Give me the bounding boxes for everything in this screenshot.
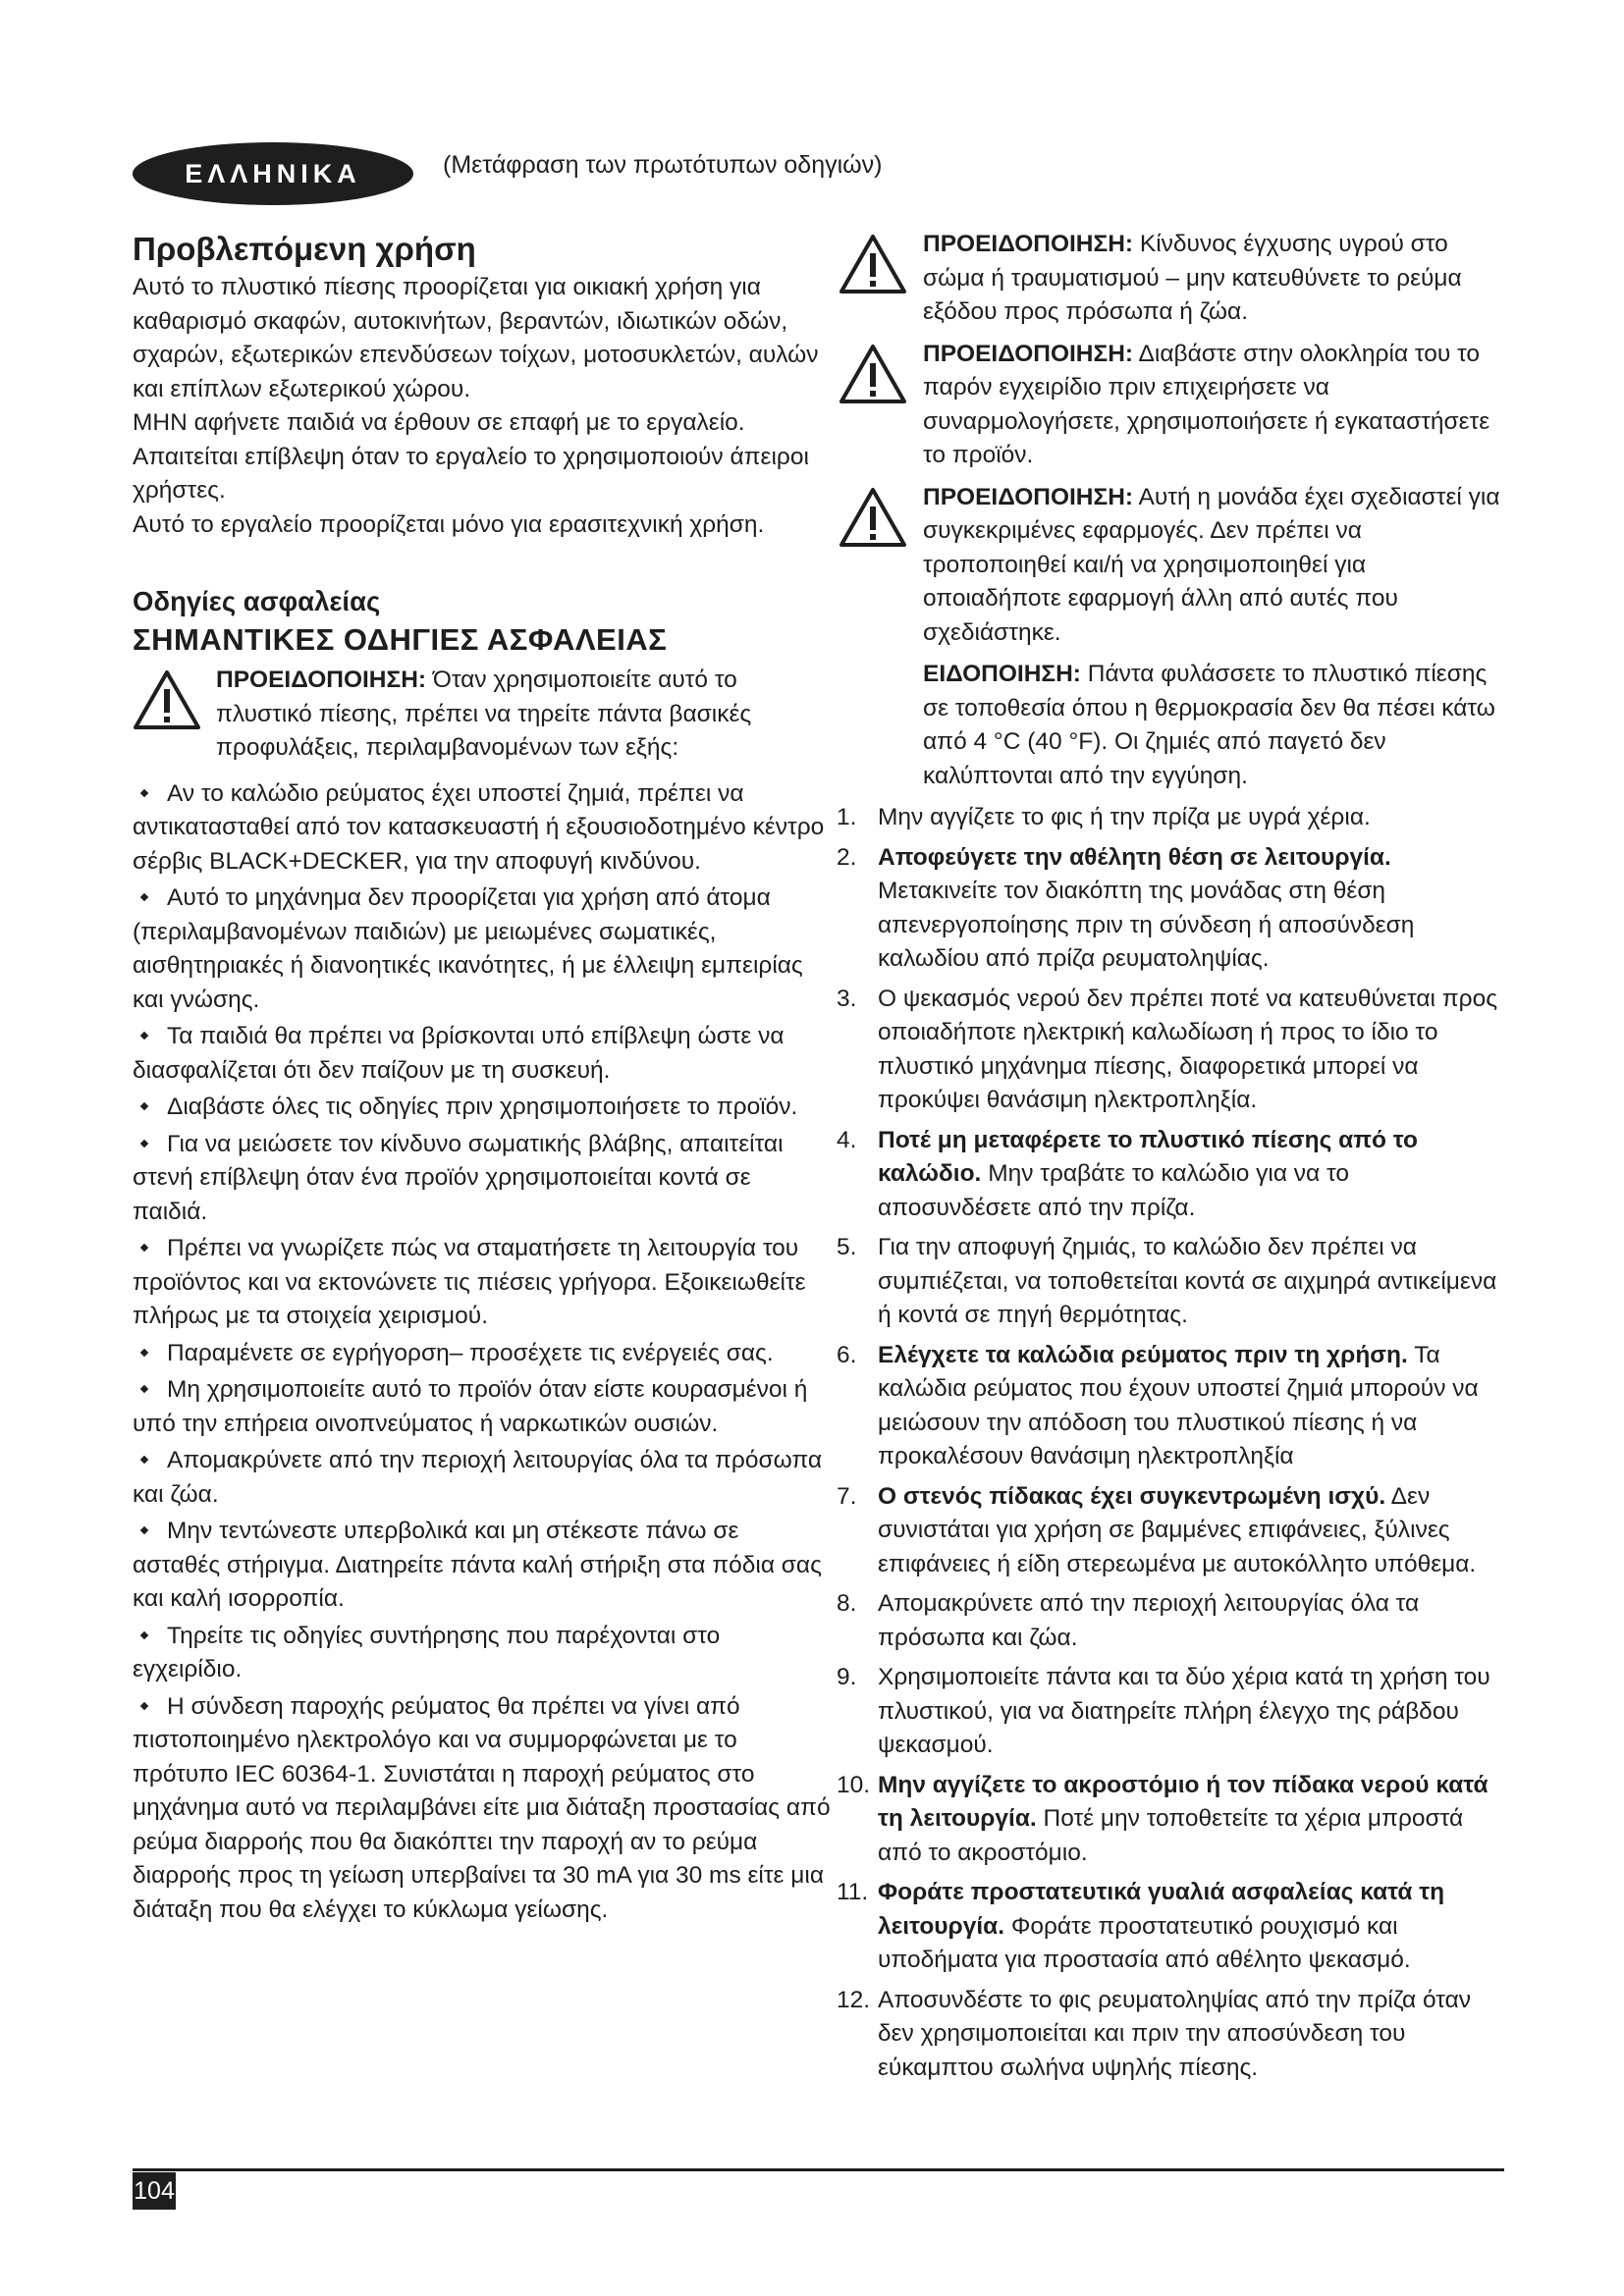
warning-label: ΠΡΟΕΙΔΟΠΟΙΗΣΗ: bbox=[923, 231, 1134, 257]
bullet-diamond-icon bbox=[140, 1348, 148, 1356]
warning-label: ΠΡΟΕΙΔΟΠΟΙΗΣΗ: bbox=[923, 483, 1134, 510]
item-text: Μετακινείτε τον διακόπτη της μονάδας στη θέση απενεργοποίησης πριν τη σύνδεση ή αποσύνδεση καλωδίου από πρίζα ρευματοληψίας. bbox=[878, 878, 1415, 972]
bullet-text: Διαβάστε όλες τις οδηγίες πριν χρησιμοποιήσετε το προϊόν. bbox=[167, 1094, 798, 1120]
language-badge bbox=[133, 142, 413, 205]
item-text: Τα καλώδια ρεύματος που έχουν υποστεί ζημιά μπορούν να μειώσουν την απόδοση του πλυστικού πίεσης ή να προκαλέσουν θανάσιμη ηλεκτροπληξία bbox=[878, 1341, 1479, 1469]
notice-text bbox=[837, 658, 1504, 793]
bullet-diamond-icon bbox=[140, 1032, 148, 1040]
warning-triangle-icon bbox=[839, 487, 907, 548]
item-number: 10. bbox=[837, 1771, 871, 1798]
language-label: ΕΛΛΗΝΙΚΑ bbox=[185, 158, 361, 188]
bullet-text: Μη χρησιμοποιείτε αυτό το προϊόν όταν είστε κουρασμένοι ή υπό την επήρεια οινοπνεύματος ή ναρκωτικών ουσιών. bbox=[133, 1376, 808, 1437]
warning-triangle-icon bbox=[133, 669, 201, 730]
item-text: Χρησιμοποιείτε πάντα και τα δύο χέρια κατά τη χρήση του πλυστικού, για να διατηρείτε πλήρη έλεγχο της ράβδου ψεκασμού. bbox=[878, 1664, 1490, 1758]
list-item bbox=[837, 1339, 1504, 1474]
left-column bbox=[133, 228, 832, 1930]
item-text: Ο ψεκασμός νερού δεν πρέπει ποτέ να κατευθύνεται προς οποιαδήποτε ηλεκτρική καλωδίωση ή προς το ίδιο το πλυστικό μηχάνημα πίεσης, διαφορετικά μπορεί να προκύψει θανάσιμη ηλεκτροπληξία. bbox=[878, 985, 1498, 1113]
item-number: 8. bbox=[837, 1590, 857, 1617]
list-item bbox=[837, 801, 1504, 835]
bullet-diamond-icon bbox=[140, 1244, 148, 1252]
right-column bbox=[837, 228, 1504, 2091]
item-number: 4. bbox=[837, 1126, 857, 1153]
safety-bullet-list bbox=[133, 777, 832, 1928]
list-item bbox=[133, 1091, 832, 1125]
warning-body: Όταν χρησιμοποιείτε αυτό το πλυστικό πίεσης, πρέπει να τηρείτε πάντα βασικές προφυλάξεις, περιλαμβανομένων των εξής: bbox=[216, 667, 752, 761]
intended-use-title: Προβλεπόμενη χρήση bbox=[133, 231, 476, 267]
list-item bbox=[837, 1587, 1504, 1655]
notice-label: ΕΙΔΟΠΟΙΗΣΗ: bbox=[923, 661, 1081, 687]
item-bold: Ο στενός πίδακας έχει συγκεντρωμένη ισχύ. bbox=[878, 1482, 1386, 1510]
bullet-text: Πρέπει να γνωρίζετε πώς να σταματήσετε τη λειτουργία του προϊόντος και να εκτονώνετε τις πιέσεις γρήγορα. Εξοικειωθείτε πλήρως με τα στοιχεία χειρισμού. bbox=[133, 1235, 806, 1329]
item-bold: Ποτέ μη μεταφέρετε το πλυστικό πίεσης από το καλώδιο. bbox=[878, 1126, 1418, 1187]
item-number: 5. bbox=[837, 1234, 857, 1260]
list-item bbox=[133, 1232, 832, 1334]
bullet-diamond-icon bbox=[140, 893, 148, 901]
warning-text bbox=[923, 228, 1504, 330]
item-text: Μην αγγίζετε το φις ή την πρίζα με υγρά χέρια. bbox=[878, 804, 1371, 830]
bullet-diamond-icon bbox=[140, 1139, 148, 1147]
list-item bbox=[133, 1373, 832, 1441]
list-item bbox=[837, 983, 1504, 1118]
bullet-text: Μην τεντώνεστε υπερβολικά και μη στέκεστε πάνω σε ασταθές στήριγμα. Διατηρείτε πάντα καλή στήριξη στα πόδια σας και καλή ισορροπία. bbox=[133, 1518, 822, 1612]
item-bold: Αποφεύγετε την αθέλητη θέση σε λειτουργία. bbox=[878, 843, 1391, 871]
warning-label: ΠΡΟΕΙΔΟΠΟΙΗΣΗ: bbox=[216, 667, 427, 693]
warning-body: Διαβάστε στην ολοκληρία του το παρόν εγχειρίδιο πριν επιχειρήσετε να συναρμολογήσετε, χρησιμοποιήσετε ή εγκαταστήσετε το προϊόν. bbox=[923, 340, 1490, 468]
warning-block bbox=[133, 664, 832, 766]
list-item bbox=[837, 1769, 1504, 1871]
warning-body: Κίνδυνος έγχυσης υγρού στο σώμα ή τραυματισμού – μην κατευθύνετε το ρεύμα εξόδου προς πρόσωπα ή ζώα. bbox=[923, 231, 1462, 325]
warning-triangle-icon bbox=[839, 234, 907, 294]
bullet-diamond-icon bbox=[140, 788, 148, 796]
list-item bbox=[837, 841, 1504, 977]
list-item bbox=[837, 1480, 1504, 1582]
numbered-safety-list bbox=[837, 801, 1504, 2085]
bullet-diamond-icon bbox=[140, 1701, 148, 1709]
list-item bbox=[837, 1876, 1504, 1978]
warning-body: Αυτή η μονάδα έχει σχεδιαστεί για συγκεκριμένες εφαρμογές. Δεν πρέπει να τροποποιηθεί και/ή να χρησιμοποιηθεί για οποιαδήποτε εφαρμογή άλλη από αυτές που σχεδιάστηκε. bbox=[923, 483, 1500, 646]
list-item bbox=[837, 1984, 1504, 2086]
warning-label: ΠΡΟΕΙΔΟΠΟΙΗΣΗ: bbox=[923, 340, 1134, 367]
list-item bbox=[133, 1128, 832, 1230]
bullet-text: Για να μειώσετε τον κίνδυνο σωματικής βλάβης, απαιτείται στενή επίβλεψη όταν ένα προϊόν χρησιμοποιείται κοντά σε παιδιά. bbox=[133, 1130, 784, 1225]
item-number: 7. bbox=[837, 1482, 857, 1510]
list-item bbox=[133, 1690, 832, 1928]
item-text: Μην τραβάτε το καλώδιο για να το αποσυνδέσετε από την πρίζα. bbox=[878, 1160, 1349, 1221]
bullet-text: Αυτό το μηχάνημα δεν προορίζεται για χρήση από άτομα (περιλαμβανομένων παιδιών) με μειωμένες σωματικές, αισθητηριακές ή διανοητικές ικανότητες, ή με έλλειψη εμπειρίας και γνώσης. bbox=[133, 884, 803, 1013]
warning-block bbox=[837, 228, 1504, 330]
list-item bbox=[133, 881, 832, 1017]
intended-use-paragraph: Αυτό το πλυστικό πίεσης προορίζεται για οικιακή χρήση για καθαρισμό σκαφών, αυτοκινήτων, βεραντών, ιδιωτικών οδών, σχαρών, εξωτερικών επενδύσεων τοίχων, μοτοσυκλετών, αυλών και επίπλων εξωτερικού χώρου. bbox=[133, 274, 819, 402]
translation-note: (Μετάφραση των πρωτότυπων οδηγιών) bbox=[443, 151, 883, 179]
bullet-text: Τηρείτε τις οδηγίες συντήρησης που παρέχονται στο εγχειρίδιο. bbox=[133, 1622, 721, 1682]
item-text: Δεν συνιστάται για χρήση σε βαμμένες επιφάνειες, ξύλινες επιφάνειες ή είδη στερεωμένα με αυτοκόλλητο υπόθεμα. bbox=[878, 1482, 1477, 1577]
bullet-text: Τα παιδιά θα πρέπει να βρίσκονται υπό επίβλεψη ώστε να διασφαλίζεται ότι δεν παίζουν με τη συσκευή. bbox=[133, 1023, 785, 1084]
item-bold: Φοράτε προστατευτικά γυαλιά ασφαλείας κατά τη λειτουργία. bbox=[878, 1879, 1445, 1940]
bullet-text: Αν το καλώδιο ρεύματος έχει υποστεί ζημιά, πρέπει να αντικατασταθεί από τον κατασκευαστή ή εξουσιοδοτημένο κέντρο σέρβις BLACK+DECKER, για την αποφυγή κινδύνου. bbox=[133, 779, 825, 875]
item-number: 6. bbox=[837, 1341, 857, 1368]
bullet-text: Παραμένετε σε εγρήγορση– προσέχετε τις ενέργειές σας. bbox=[167, 1339, 774, 1366]
item-number: 9. bbox=[837, 1664, 857, 1690]
list-item bbox=[837, 1231, 1504, 1333]
list-item bbox=[133, 1620, 832, 1687]
warning-text bbox=[216, 664, 832, 766]
item-bold: Μην αγγίζετε το ακροστόμιο ή τον πίδακα νερού κατά τη λειτουργία. bbox=[878, 1771, 1489, 1832]
bullet-diamond-icon bbox=[140, 1102, 148, 1110]
item-text: Ποτέ μην τοποθετείτε τα χέρια μπροστά από το ακροστόμιο. bbox=[878, 1805, 1464, 1866]
warning-text bbox=[923, 481, 1504, 651]
warning-block bbox=[837, 338, 1504, 473]
list-item bbox=[133, 1020, 832, 1088]
item-number: 11. bbox=[837, 1879, 869, 1905]
footer-divider bbox=[133, 2168, 1504, 2171]
bullet-text: Η σύνδεση παροχής ρεύματος θα πρέπει να γίνει από πιστοποιημένο ηλεκτρολόγο και να συμμορφώνεται με το πρότυπο IEC 60364-1. Συνιστάται η παροχή ρεύματος στο μηχάνημα αυτό να περιλαμβάνει είτε μια διάταξη προστασίας από ρεύμα διαρροής που θα διακόπτει την παροχή αν το ρεύμα διαρροής προς τη γείωση υπερβαίνει τα 30 mA για 30 ms είτε μια διάταξη που θα ελέγχει το κύκλωμα γείωσης. bbox=[133, 1692, 831, 1923]
list-item bbox=[133, 1515, 832, 1617]
bullet-diamond-icon bbox=[140, 1526, 148, 1534]
intended-use-paragraph: ΜΗΝ αφήνετε παιδιά να έρθουν σε επαφή με το εργαλείο. Απαιτείται επίβλεψη όταν το εργαλείο το χρησιμοποιούν άπειροι χρήστες. bbox=[133, 409, 809, 504]
warning-triangle-icon bbox=[839, 344, 907, 404]
warning-block bbox=[837, 481, 1504, 651]
warning-text bbox=[923, 338, 1504, 473]
notice-body: Πάντα φυλάσσετε το πλυστικό πίεσης σε τοποθεσία όπου η θερμοκρασία δεν θα πέσει κάτω από 4 °C (40 °F). Οι ζημιές από παγετό δεν καλύπτονται από την εγγύηση. bbox=[923, 661, 1495, 789]
bullet-diamond-icon bbox=[140, 1630, 148, 1638]
item-number: 12. bbox=[837, 1986, 871, 2013]
list-item bbox=[133, 1337, 832, 1371]
item-number: 3. bbox=[837, 985, 857, 1012]
item-text: Αποσυνδέστε το φις ρευματοληψίας από την πρίζα όταν δεν χρησιμοποιείται και πριν την αποσύνδεση του εύκαμπτου σωλήνα υψηλής πίεσης. bbox=[878, 1986, 1471, 2081]
item-text: Για την αποφυγή ζημιάς, το καλώδιο δεν πρέπει να συμπιέζεται, να τοποθετείται κοντά σε αιχμηρά αντικείμενα ή κοντά σε πηγή θερμότητας. bbox=[878, 1234, 1497, 1328]
bullet-diamond-icon bbox=[140, 1385, 148, 1393]
bullet-text: Απομακρύνετε από την περιοχή λειτουργίας όλα τα πρόσωπα και ζώα. bbox=[133, 1447, 823, 1508]
item-text: Φοράτε προστατευτικό ρουχισμό και υποδήματα για προστασία από αθέλητο ψεκασμό. bbox=[878, 1912, 1411, 1973]
safety-title: Οδηγίες ασφαλείας bbox=[133, 586, 381, 616]
bullet-diamond-icon bbox=[140, 1456, 148, 1464]
intended-use-paragraph: Αυτό το εργαλείο προορίζεται μόνο για ερασιτεχνική χρήση. bbox=[133, 510, 765, 538]
page-number: 104 bbox=[133, 2172, 176, 2210]
item-text: Απομακρύνετε από την περιοχή λειτουργίας όλα τα πρόσωπα και ζώα. bbox=[878, 1590, 1420, 1651]
list-item bbox=[133, 1444, 832, 1512]
item-number: 2. bbox=[837, 843, 857, 871]
list-item bbox=[837, 1124, 1504, 1226]
list-item bbox=[133, 777, 832, 880]
item-bold: Ελέγχετε τα καλώδια ρεύματος πριν τη χρήση. bbox=[878, 1341, 1408, 1368]
item-number: 1. bbox=[837, 804, 857, 830]
list-item bbox=[837, 1661, 1504, 1763]
safety-caps-title: ΣΗΜΑΝΤΙΚΕΣ ΟΔΗΓΙΕΣ ΑΣΦΑΛΕΙΑΣ bbox=[133, 622, 668, 657]
